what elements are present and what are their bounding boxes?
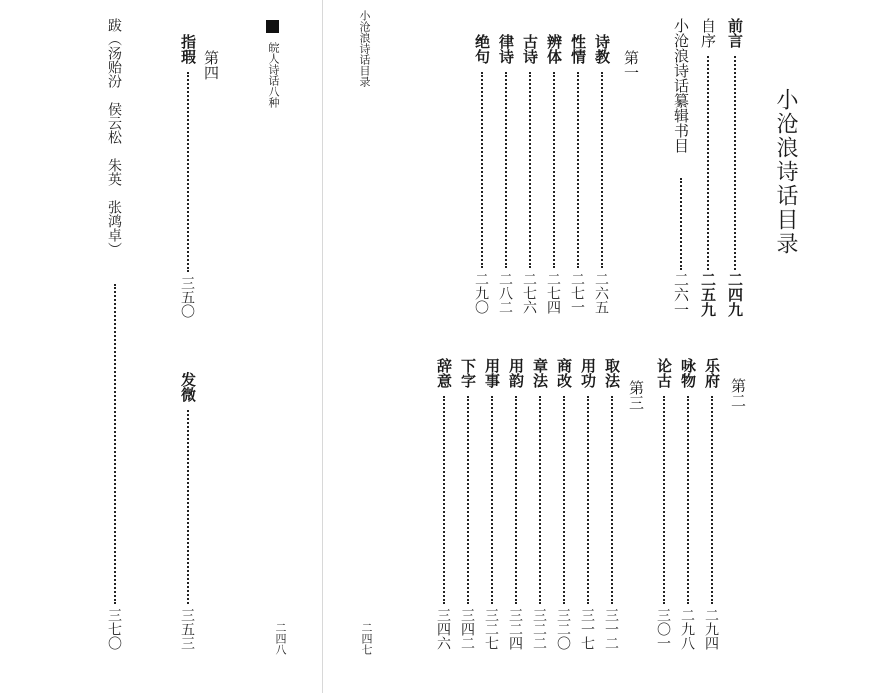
leader-dots [443,396,445,604]
leader-dots [529,72,531,268]
s3-page-3: 三二二 [531,608,547,650]
s2-page-2: 三〇一 [655,608,671,650]
s3-page-6: 三四二 [459,608,475,650]
s1-label-4: 律诗 [497,34,515,64]
leader-dots [539,396,541,604]
s3-label-2: 商改 [555,358,573,388]
s2-label-1: 咏物 [679,358,697,388]
s3-label-7: 辞意 [435,358,453,388]
leader-dots [687,396,689,604]
s1-label-3: 古诗 [521,34,539,64]
front-label-bibliography: 小沧浪诗话纂辑书目 [672,18,690,153]
leader-dots [663,396,665,604]
postscript-page: 三七〇 [106,608,122,650]
s1-label-0: 诗教 [593,34,611,64]
s2-page-1: 二九八 [679,608,695,650]
s3-label-4: 用韵 [507,358,525,388]
s4-label-0: 指瑕 [179,34,197,64]
s1-page-2: 二七四 [545,272,561,314]
leader-dots [587,396,589,604]
leader-dots [187,72,189,272]
s3-page-2: 三二〇 [555,608,571,650]
leader-dots [491,396,493,604]
series-title: 皖人诗话八种 [267,42,280,108]
series-mark-icon [266,20,279,33]
section3-heading: 第三 [627,380,645,410]
front-label-preface: 前言 [726,18,744,48]
leader-dots [563,396,565,604]
s1-label-1: 性情 [569,34,587,64]
s1-label-5: 绝句 [473,34,491,64]
leader-dots [515,396,517,604]
s4-page-0: 三五〇 [179,276,195,318]
s1-page-5: 二九〇 [473,272,489,314]
front-page-author-preface: 二五九 [699,272,717,317]
leader-dots [505,72,507,268]
s1-label-2: 辨体 [545,34,563,64]
front-page-bibliography: 二六一 [672,272,690,317]
s2-page-0: 二九四 [703,608,719,650]
leader-dots [577,72,579,268]
s2-label-2: 论古 [655,358,673,388]
s4-page-1: 三五三 [179,608,195,650]
s3-label-5: 用事 [483,358,501,388]
leader-dots [680,178,682,270]
s3-label-0: 取法 [603,358,621,388]
s3-page-4: 三二四 [507,608,523,650]
toc-title: 小沧浪诗话目录 [773,88,798,256]
leader-dots [467,396,469,604]
s1-page-4: 二八二 [497,272,513,314]
leader-dots [611,396,613,604]
leader-dots [481,72,483,268]
s3-page-0: 三一二 [603,608,619,650]
s3-label-3: 章法 [531,358,549,388]
section4-heading: 第四 [202,50,220,80]
s3-page-7: 三四六 [435,608,451,650]
page-gutter [322,0,323,693]
page-number-left: 二四八 [274,622,287,655]
leader-dots [553,72,555,268]
page-number-right: 二四七 [360,622,373,655]
section2-heading: 第二 [729,378,747,408]
postscript-label: 跋（汤贻汾 侯云松 朱英 张鸿卓） [106,18,122,256]
leader-dots [707,56,709,270]
s3-label-6: 下字 [459,358,477,388]
s2-label-0: 乐府 [703,358,721,388]
section1-heading: 第一 [622,50,640,80]
leader-dots [601,72,603,268]
front-page-preface: 二四九 [726,272,744,317]
leader-dots [711,396,713,604]
front-label-author-preface: 自序 [699,18,717,48]
s3-label-1: 用功 [579,358,597,388]
s1-page-0: 二六五 [593,272,609,314]
s4-label-1: 发微 [179,372,197,402]
s1-page-3: 二七六 [521,272,537,314]
running-head: 小沧浪诗话目录 [358,10,371,87]
leader-dots [734,56,736,270]
s3-page-1: 三一七 [579,608,595,650]
leader-dots [187,410,189,604]
leader-dots [114,284,116,604]
s1-page-1: 二七一 [569,272,585,314]
s3-page-5: 三二七 [483,608,499,650]
